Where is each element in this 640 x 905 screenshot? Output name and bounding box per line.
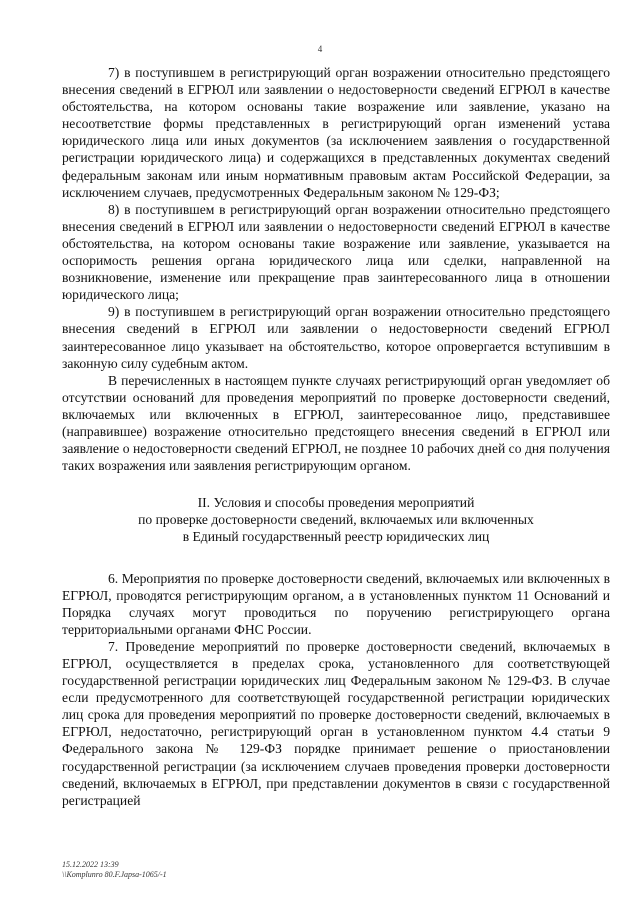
spacer bbox=[62, 474, 610, 494]
paragraph-item-8: 8) в поступившем в регистрирующий орган возражении относительно предстоящего внесения сведений в ЕГРЮЛ или заявлении о недостоверности сведений ЕГРЮЛ в качестве обстоятельства, на котором основаны такие возражение или заявление, указывается на оспоримость решения органа юридического лица или сделки, направленной на возникновение, изменение или прекращение прав заинтересованного лица в отношении юридического лица; bbox=[62, 201, 610, 303]
spacer bbox=[62, 546, 610, 570]
paragraph-item-7: 7) в поступившем в регистрирующий орган возражении относительно предстоящего внесения сведений в ЕГРЮЛ или заявлении о недостоверности сведений ЕГРЮЛ в качестве обстоятельства, на котором основаны такие возражение или заявление, указано на несоответствие формы представленных в регистрирующий орган изменений устава юридического лица или иных документов (за исключением заявления о государственной регистрации юридического лица) и содержащихся в представленных документах сведений федеральным законам или иным нормативным правовым актам Российской Федерации, за исключением случаев, предусмотренных Федеральным законом № 129-ФЗ; bbox=[62, 65, 610, 200]
paragraph-notification: В перечисленных в настоящем пункте случаях регистрирующий орган уведомляет об отсутствии оснований для проведения мероприятий по проверке достоверности сведений, включаемых или включенных в ЕГРЮЛ, заинтересованное лицо, представившее (направившее) возражение относительно предстоящего внесения сведений в ЕГРЮЛ или заявление о недостоверности сведений ЕГРЮЛ, не позднее 10 рабочих дней со дня получения таких возражения или заявления регистрирующим органом. bbox=[62, 372, 610, 474]
paragraph-item-9: 9) в поступившем в регистрирующий орган возражении относительно предстоящего внесения сведений в ЕГРЮЛ или заявлении о недостоверности сведений ЕГРЮЛ заинтересованное лицо указывает на обстоятельство, которое опровергается вступившим в законную силу судебным актом. bbox=[62, 304, 610, 371]
section-heading bbox=[62, 494, 610, 545]
footer-date: 15.12.2022 13:39 bbox=[62, 860, 119, 869]
section-heading-line: по проверке достоверности сведений, включаемых или включенных bbox=[138, 512, 534, 528]
document-footer bbox=[62, 860, 167, 880]
paragraph-point-7: 7. Проведение мероприятий по проверке достоверности сведений, включаемых в ЕГРЮЛ, осуществляется в пределах срока, установленного для соответствующей государственной регистрации юридических лиц Федеральным законом № 129-ФЗ. В случае если предусмотренного для соответствующей государственной регистрации юридических лиц срока для проведения мероприятий по проверке достоверности сведений, включаемых в ЕГРЮЛ, недостаточно, регистрирующий орган в установленном пунктом 4.4 статьи 9 Федерального закона № 129-ФЗ порядке принимает решение о приостановлении государственной регистрации (за исключением случаев проведения проверки достоверности сведений, включаемых в ЕГРЮЛ, при представлении документов в связи с государственной регистрацией bbox=[62, 638, 610, 808]
footer-file-path: \\Komplunro 80.F.Japsa-1065/-1 bbox=[62, 870, 167, 879]
page-number: 4 bbox=[317, 44, 323, 54]
section-heading-line: II. Условия и способы проведения мероприятий bbox=[197, 495, 475, 511]
document-body bbox=[62, 64, 610, 809]
paragraph-point-6: 6. Мероприятия по проверке достоверности сведений, включаемых или включенных в ЕГРЮЛ, проводятся регистрирующим органом, а в установленных пунктом 11 Оснований и Порядка случаях могут проводиться по поручению регистрирующего органа территориальными органами ФНС России. bbox=[62, 570, 610, 637]
section-heading-line: в Единый государственный реестр юридических лиц bbox=[182, 529, 490, 545]
